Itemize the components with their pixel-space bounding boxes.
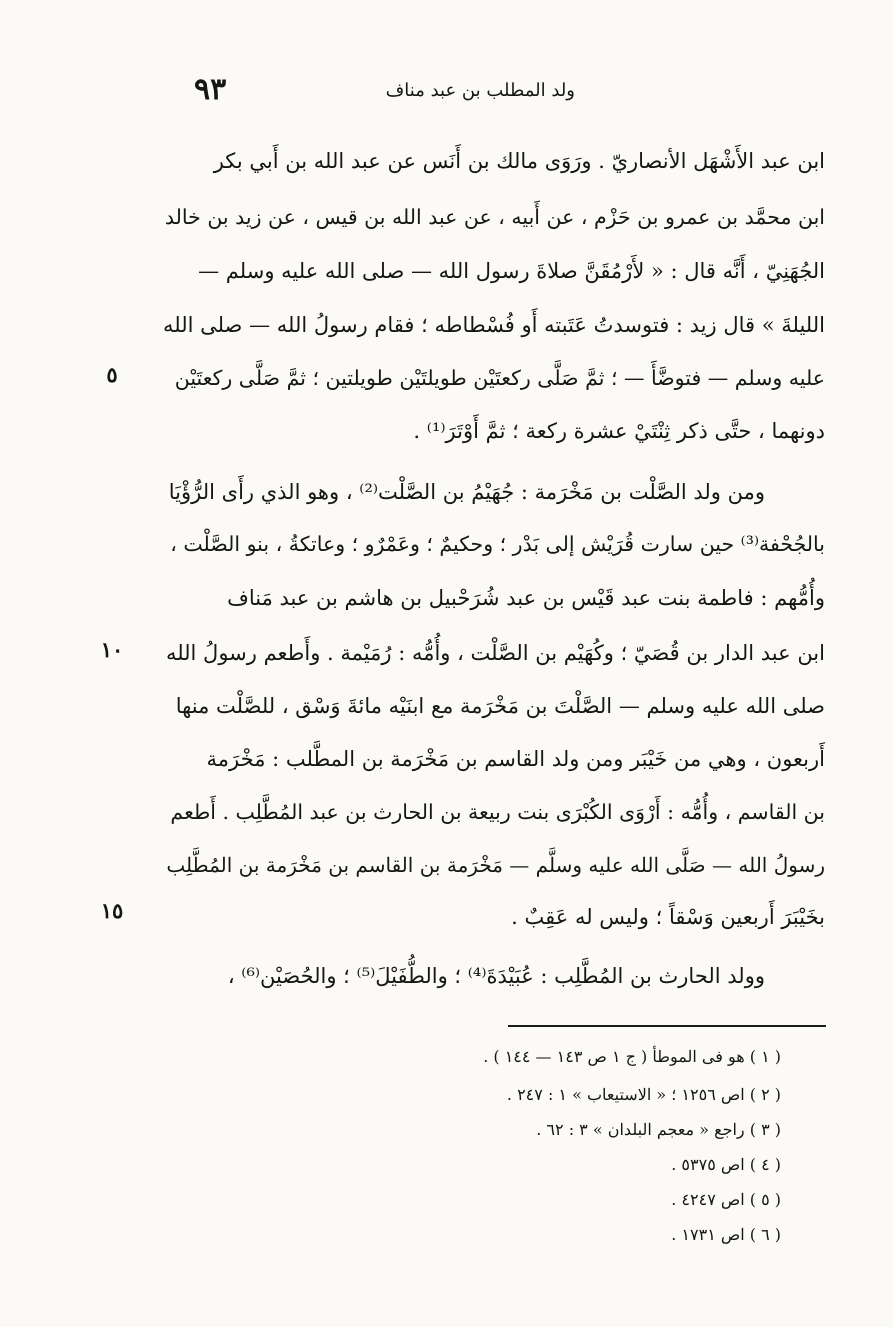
text-line: وأُمُّهم : فاطمة بنت عبد قَيْس بن عبد شُرَحْبيل بن هاشم بن عبد مَناف bbox=[227, 586, 825, 610]
line-number: ١٠ bbox=[100, 637, 124, 662]
footnote: ( ٦ ) اص ١٧٣١ . bbox=[671, 1225, 781, 1244]
text-line: أَربعون ، وهي من خَيْبَر ومن ولد القاسم بن مَخْرَمة بن المطَّلب : مَخْرَمة bbox=[206, 747, 825, 771]
text-line: دونهما ، حتَّى ذكر ثِنْتَيْ عشرة ركعة ؛ ثمَّ أَوْتَرَ⁽¹⁾ . bbox=[413, 419, 825, 443]
footnote: ( ٤ ) اص ٥٣٧٥ . bbox=[671, 1155, 781, 1174]
text-line: الجُهَنِيّ ، أَنَّه قال : « لأَرْمُقَنَّ صلاةَ رسول الله — صلى الله عليه وسلم — bbox=[198, 259, 825, 283]
text-line: بخَيْبَرَ أَربعين وَسْقاً ؛ وليس له عَقِبٌ . bbox=[511, 905, 825, 929]
footnote: ( ١ ) هو فى الموطأ ( ج ١ ص ١٤٣ — ١٤٤ ) . bbox=[483, 1047, 781, 1066]
text-line: بالجُحْفة⁽³⁾ حين سارت قُرَيْش إلى بَدْر ؛ وحكيمٌ ؛ وعَمْرٌو ؛ وعاتكةُ ، بنو الصَّلْت ، bbox=[170, 532, 825, 556]
page-number: ٩٣ bbox=[194, 72, 227, 107]
text-line: وولد الحارث بن المُطَّلِب : عُبَيْدَةَ⁽⁴⁾ ؛ والطُّفَيْلَ⁽⁵⁾ ؛ والحُصَيْن⁽⁶⁾ ، bbox=[227, 964, 765, 988]
footnote: ( ٥ ) اص ٤٢٤٧ . bbox=[671, 1190, 781, 1209]
text-line: ومن ولد الصَّلْت بن مَخْرَمة : جُهَيْمُ بن الصَّلْت⁽²⁾ ، وهو الذي رأَى الرُّؤْيَا bbox=[168, 480, 765, 504]
footnote: ( ٣ ) راجع « معجم البلدان » ٣ : ٦٢ . bbox=[536, 1120, 781, 1139]
text-line: ابن عبد الأَشْهَل الأنصاريّ . ورَوَى مالك بن أَنَس عن عبد الله بن أَبي بكر bbox=[213, 149, 825, 173]
line-number: ٥ bbox=[106, 362, 118, 387]
text-line: الليلةَ » قال زيد : فتوسدتُ عَتَبته أَو فُسْطاطه ؛ فقام رسولُ الله — صلى الله bbox=[162, 313, 825, 337]
page-header bbox=[160, 72, 825, 112]
text-line: صلى الله عليه وسلم — الصَّلْتَ بن مَخْرَمة مع ابنَيْه مائةَ وَسْق ، للصَّلْت منها bbox=[175, 694, 825, 718]
text-line: بن القاسم ، وأُمُّه : أَرْوَى الكُبْرَى بنت ربيعة بن الحارث بن عبد المُطَّلِب . أَطعم bbox=[170, 800, 825, 824]
text-line: رسولُ الله — صَلَّى الله عليه وسلَّم — مَخْرَمة بن القاسم بن مَخْرَمة بن المُطَّلِب bbox=[166, 853, 825, 877]
running-title: ولد المطلب بن عبد مناف bbox=[385, 80, 575, 101]
text-line: ابن محمَّد بن عمرو بن حَزْم ، عن أَبيه ، عن عبد الله بن قيس ، عن زيد بن خالد bbox=[164, 205, 825, 229]
line-number: ١٥ bbox=[100, 898, 124, 923]
footnote-divider bbox=[508, 1025, 826, 1027]
text-line: عليه وسلم — فتوضَّأَ — ؛ ثمَّ صَلَّى ركعتَيْن طويلتَيْن طويلتين ؛ ثمَّ صَلَّى ركعتَيْن bbox=[174, 366, 825, 390]
text-line: ابن عبد الدار بن قُصَيّ ؛ وكُهَيْم بن الصَّلْت ، وأُمُّه : رُمَيْمة . وأَطعم رسولُ الله bbox=[165, 641, 825, 665]
footnote: ( ٢ ) اص ١٢٥٦ ؛ « الاستيعاب » ١ : ٢٤٧ . bbox=[506, 1085, 781, 1104]
